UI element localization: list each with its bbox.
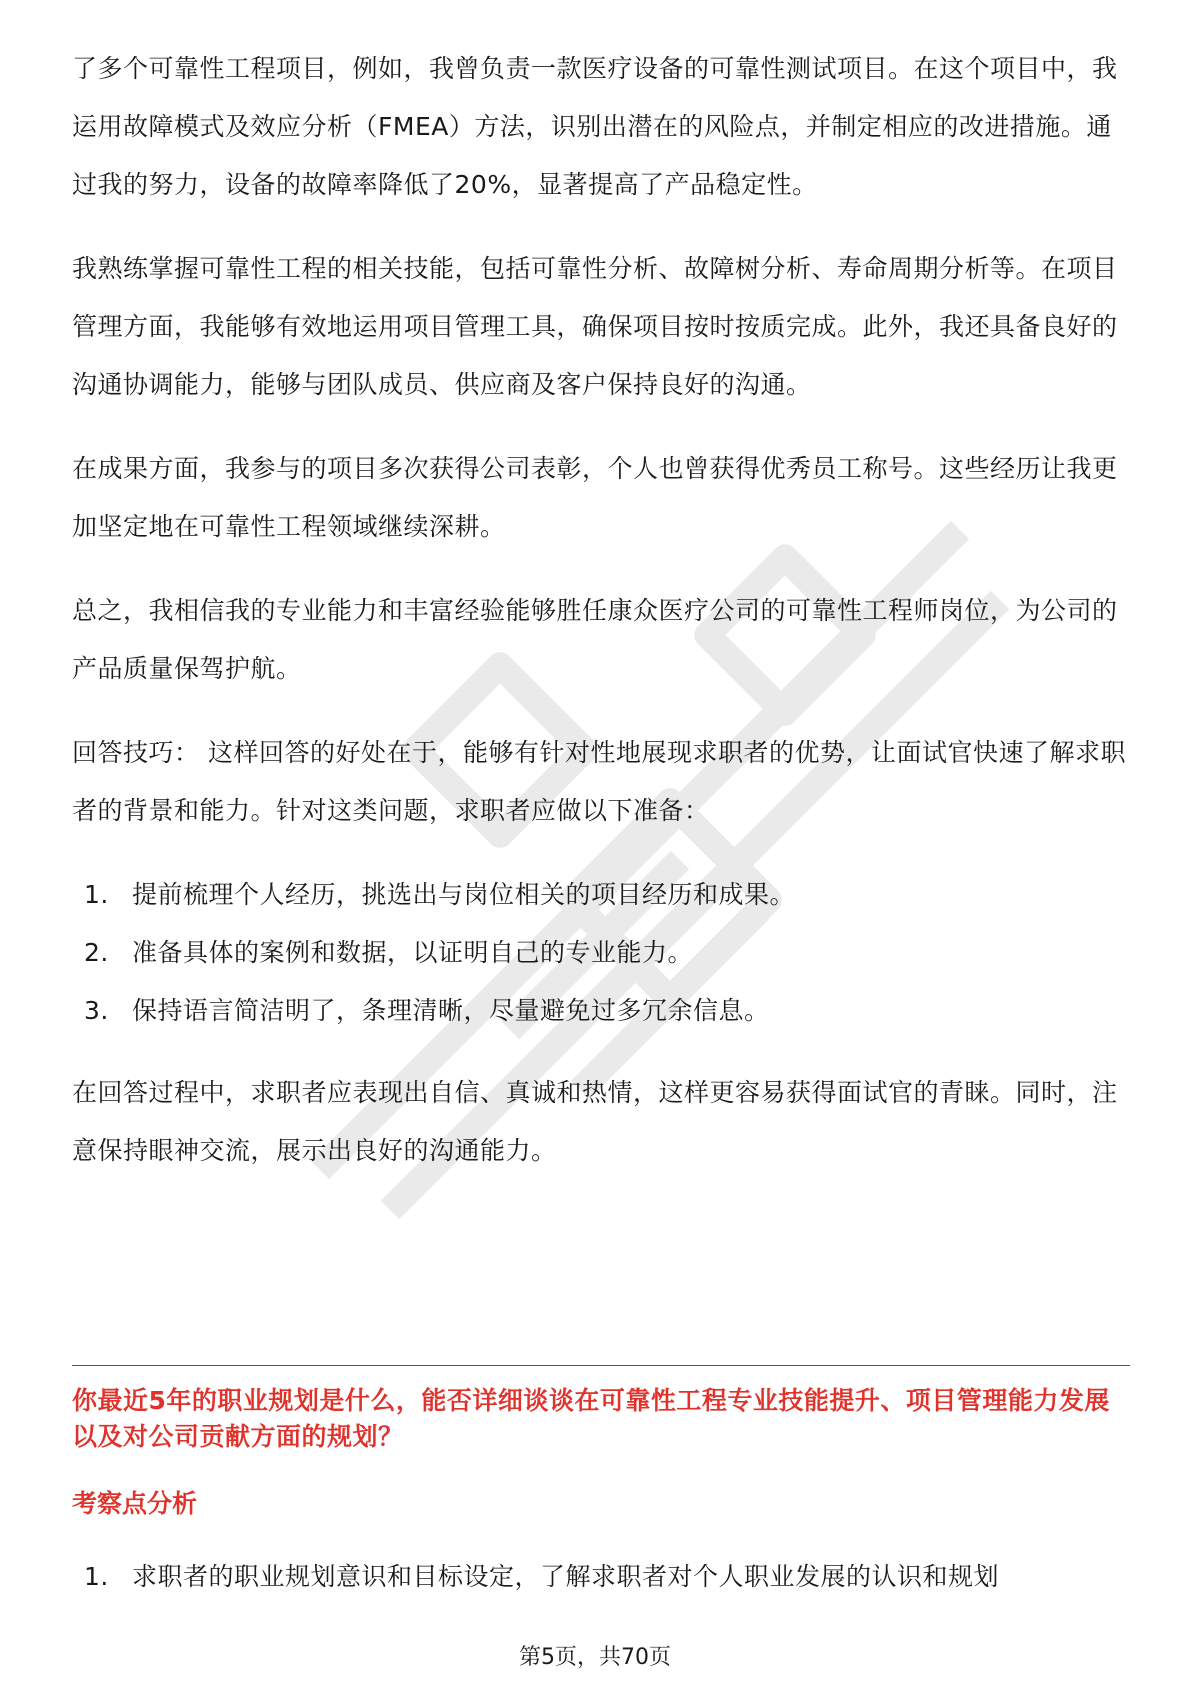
list-item-number: 1. [84,1562,109,1591]
list-item [72,1548,1130,1606]
list-item [72,982,1130,1040]
paragraph-closing: 在回答过程中，求职者应表现出自信、真诚和热情，这样更容易获得面试官的青睐。同时，注意保持眼神交流，展示出良好的沟通能力。 [72,1078,1118,1165]
list-item-text: 提前梳理个人经历，挑选出与岗位相关的项目经历和成果。 [132,880,796,909]
list-item-number: 3. [84,996,109,1025]
paragraph-conclusion: 总之，我相信我的专业能力和丰富经验能够胜任康众医疗公司的可靠性工程师岗位，为公司的产品质量保驾护航。 [72,596,1118,683]
analysis-list-container [72,1548,1130,1630]
paragraph-project-experience: 了多个可靠性工程项目，例如，我曾负责一款医疗设备的可靠性测试项目。在这个项目中，我运用故障模式及效应分析（FMEA）方法，识别出潜在的风险点，并制定相应的改进措施。通过我的努力，设备的故障率降低了20%，显著提高了产品稳定性。 [72,54,1118,199]
list-item-text: 求职者的职业规划意识和目标设定，了解求职者对个人职业发展的认识和规划 [132,1562,1000,1591]
paragraph-answer-tips: 回答技巧： 这样回答的好处在于，能够有针对性地展现求职者的优势，让面试官快速了解求职者的背景和能力。针对这类问题，求职者应做以下准备： [72,738,1126,825]
paragraph-skills: 我熟练掌握可靠性工程的相关技能，包括可靠性分析、故障树分析、寿命周期分析等。在项目管理方面，我能够有效地运用项目管理工具，确保项目按时按质完成。此外，我还具备良好的沟通协调能力，能够与团队成员、供应商及客户保持良好的沟通。 [72,254,1118,399]
list-item-text: 准备具体的案例和数据，以证明自己的专业能力。 [132,938,694,967]
section-divider [72,1365,1130,1366]
paragraph-achievements: 在成果方面，我参与的项目多次获得公司表彰，个人也曾获得优秀员工称号。这些经历让我更加坚定地在可靠性工程领域继续深耕。 [72,454,1118,541]
list-item [72,924,1130,982]
list-item-number: 2. [84,938,109,967]
list-item-text: 保持语言简洁明了，条理清晰，尽量避免过多冗余信息。 [132,996,770,1025]
list-item-number: 1. [84,880,109,909]
list-item [72,866,1130,924]
analysis-list [72,1548,1130,1606]
page-footer: 第5页，共70页 [519,1645,671,1670]
analysis-heading: 考察点分析 [72,1489,198,1518]
tips-list [72,866,1130,1040]
interview-question-heading: 你最近5年的职业规划是什么，能否详细谈谈在可靠性工程专业技能提升、项目管理能力发展以及对公司贡献方面的规划？ [72,1386,1110,1451]
main-content [72,40,1130,1206]
